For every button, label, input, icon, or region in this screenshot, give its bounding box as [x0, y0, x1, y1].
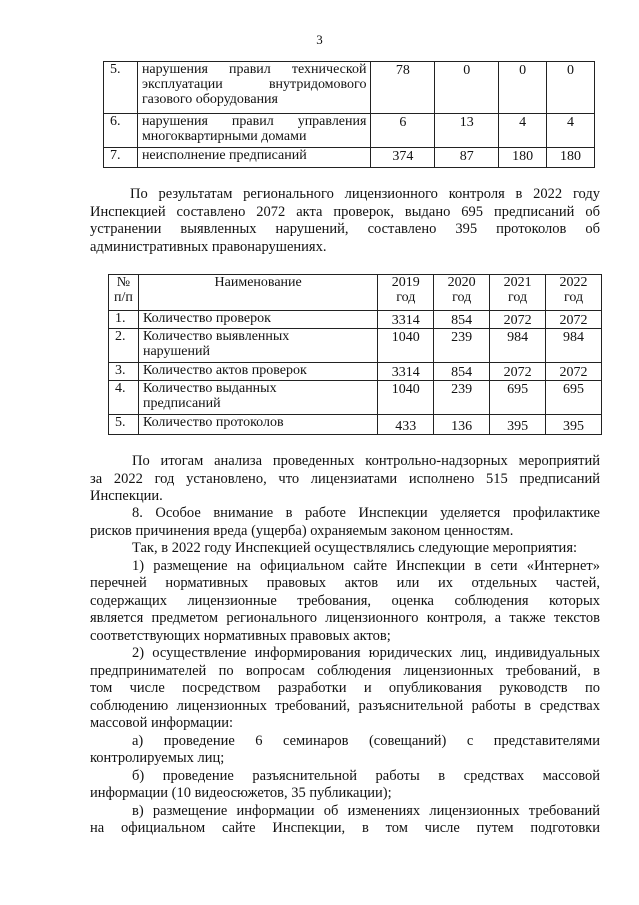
table-row [104, 62, 595, 114]
row-name: нарушения правил технической эксплуатации внутридомового газового оборудования [137, 62, 371, 114]
table-row [104, 114, 595, 148]
table-row: 5. Количество протоколов 433 136 395 395 [109, 415, 602, 435]
header-2022: 2022 год [546, 275, 602, 311]
row-number: 5. [104, 62, 138, 114]
header-name: Наименование [138, 275, 377, 311]
value-2022: 180 [547, 148, 595, 168]
header-2020: 2020 год [434, 275, 490, 311]
row-number: 6. [104, 114, 138, 148]
paragraph-summary: По результатам регионального лицензионного контроля в 2022 году Инспекцией составлено 2072 акта проверок, выдано 695 предписаний об устранении выявленных нарушений, составлено 395 протоколов об административных правонарушениях. [90, 186, 600, 255]
control-results-table [108, 274, 602, 435]
table-row [104, 148, 595, 168]
row-name: нарушения правил управления многоквартирными домами [137, 114, 371, 148]
header-2021: 2021 год [490, 275, 546, 311]
row-name: Количество протоколов [138, 415, 377, 435]
value-2021: 4 [499, 114, 547, 148]
table-row: 4. Количество выданных предписаний 1040 239 695 695 [109, 381, 602, 415]
value-2020: 87 [435, 148, 499, 168]
paragraph-analysis: По итогам анализа проведенных контрольно-надзорных мероприятий за 2022 год установлено, что лицензиатами исполнено 515 предписаний Инспекции. [90, 453, 600, 504]
value-2019: 6 [371, 114, 435, 148]
paragraph-prevention: 8. Особое внимание в работе Инспекции уделяется профилактике рисков причинения вреда (ущерба) охраняемым законом ценностям. Так, в 2022 году Инспекцией осуществлялись следующие мероприятия: 1) размещение на официальном сайте Инспекции в сети «Интернет» перечней нормативных правовых актов или их отдельных частей, содержащих лицензионные требования, оценка соблюдения которых является предметом регионального лицензионного контроля, а также текстов соответствующих нормативных правовых актов; 2) осуществление информирования юридических лиц, индивидуальных предпринимателей по вопросам соблюдения лицензионных требований, в том числе посредством разработки и опубликования руководств по соблюдению лицензионных требований, разъяснительной работы в средствах массовой информации: а) проведение 6 семинаров (совещаний) с представителями контролируемых лиц; б) проведение разъяснительной работы в средствах массовой информации (10 видеосюжетов, 35 публикации); в) размещение информации об изменениях лицензионных требований на официальном сайте Инспекции, в том числе путем подготовки [90, 505, 600, 836]
value-2020: 0 [435, 62, 499, 114]
table-row: 1. Количество проверок 3314 854 2072 2072 [109, 311, 602, 329]
header-2019: 2019 год [378, 275, 434, 311]
value-2022: 4 [547, 114, 595, 148]
row-name: Количество проверок [138, 311, 377, 329]
row-name: неисполнение предписаний [137, 148, 371, 168]
row-number: 7. [104, 148, 138, 168]
row-name: Количество выявленных нарушений [138, 329, 377, 363]
value-2022: 0 [547, 62, 595, 114]
value-2019: 374 [371, 148, 435, 168]
row-name: Количество актов проверок [138, 363, 377, 381]
value-2020: 13 [435, 114, 499, 148]
page-number: 3 [316, 32, 323, 47]
table-row: 3. Количество актов проверок 3314 854 2072 2072 [109, 363, 602, 381]
table-header-row [109, 275, 602, 311]
value-2019: 78 [371, 62, 435, 114]
value-2021: 180 [499, 148, 547, 168]
value-2021: 0 [499, 62, 547, 114]
header-number: № п/п [109, 275, 139, 311]
violations-table [103, 61, 595, 168]
row-name: Количество выданных предписаний [138, 381, 377, 415]
table-row: 2. Количество выявленных нарушений 1040 239 984 984 [109, 329, 602, 363]
